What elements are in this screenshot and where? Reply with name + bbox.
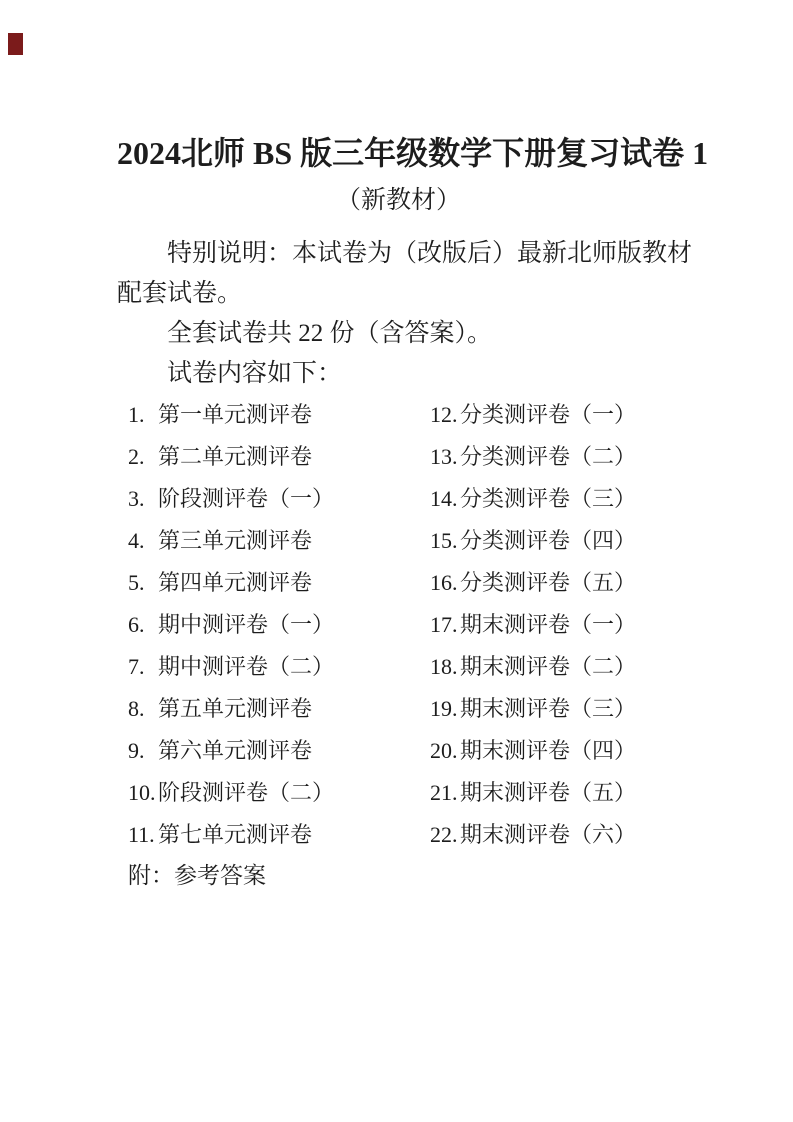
list-item <box>128 730 430 772</box>
item-number: 5. <box>128 570 145 595</box>
item-number: 10. <box>128 780 156 805</box>
intro-line: 特别说明：本试卷为（改版后）最新北师版教材 <box>167 240 693 267</box>
list-item <box>430 688 680 730</box>
page-subtitle: （新教材） <box>335 187 461 214</box>
item-number: 4. <box>128 528 145 553</box>
item-label: 第三单元测评卷 <box>158 528 313 553</box>
item-number: 2. <box>128 444 145 469</box>
item-number: 20. <box>430 738 458 763</box>
item-number: 8. <box>128 696 145 721</box>
item-number: 16. <box>430 570 458 595</box>
item-label: 阶段测评卷（一） <box>158 486 335 511</box>
item-number: 22. <box>430 822 458 847</box>
intro-line: 试卷内容如下： <box>167 360 343 387</box>
contents-list <box>128 394 680 856</box>
list-item <box>128 604 430 646</box>
item-label: 第五单元测评卷 <box>158 696 313 721</box>
item-label: 期末测评卷（五） <box>460 780 637 805</box>
intro-paragraphs <box>117 234 693 394</box>
item-label: 第四单元测评卷 <box>158 570 313 595</box>
item-label: 期末测评卷（二） <box>460 654 637 679</box>
item-label: 期末测评卷（六） <box>460 822 637 847</box>
item-number: 7. <box>128 654 145 679</box>
item-number: 17. <box>430 612 458 637</box>
appendix-note: 附：参考答案 <box>128 863 266 888</box>
list-item <box>430 478 680 520</box>
list-item <box>128 394 430 436</box>
list-item <box>430 520 680 562</box>
list-item <box>128 562 430 604</box>
list-item <box>430 646 680 688</box>
item-label: 第六单元测评卷 <box>158 738 313 763</box>
list-item <box>430 562 680 604</box>
item-number: 18. <box>430 654 458 679</box>
list-item <box>128 478 430 520</box>
item-number: 1. <box>128 402 145 427</box>
item-number: 14. <box>430 486 458 511</box>
list-item <box>430 394 680 436</box>
item-number: 11. <box>128 822 155 847</box>
contents-column-right <box>430 394 680 856</box>
list-item <box>430 436 680 478</box>
item-number: 15. <box>430 528 458 553</box>
list-item <box>128 646 430 688</box>
item-label: 阶段测评卷（二） <box>158 780 335 805</box>
item-label: 期中测评卷（一） <box>158 612 335 637</box>
item-label: 分类测评卷（四） <box>460 528 637 553</box>
item-label: 分类测评卷（一） <box>460 402 637 427</box>
item-label: 期末测评卷（四） <box>460 738 637 763</box>
item-number: 21. <box>430 780 458 805</box>
intro-line: 全套试卷共 22 份（含答案）。 <box>167 320 493 347</box>
item-label: 期末测评卷（一） <box>460 612 637 637</box>
list-item <box>430 604 680 646</box>
item-number: 6. <box>128 612 145 637</box>
document-page <box>117 0 709 896</box>
item-number: 9. <box>128 738 145 763</box>
list-item <box>128 772 430 814</box>
intro-line: 配套试卷。 <box>117 280 243 307</box>
item-label: 第一单元测评卷 <box>158 402 313 427</box>
corner-marker <box>8 33 23 55</box>
item-label: 分类测评卷（三） <box>460 486 637 511</box>
item-label: 期中测评卷（二） <box>158 654 335 679</box>
item-label: 期末测评卷（三） <box>460 696 637 721</box>
item-number: 3. <box>128 486 145 511</box>
item-label: 分类测评卷（二） <box>460 444 637 469</box>
contents-column-left <box>128 394 430 856</box>
item-number: 19. <box>430 696 458 721</box>
list-item <box>430 814 680 856</box>
item-number: 13. <box>430 444 458 469</box>
item-label: 分类测评卷（五） <box>460 570 637 595</box>
item-label: 第七单元测评卷 <box>158 822 313 847</box>
item-number: 12. <box>430 402 458 427</box>
item-label: 第二单元测评卷 <box>158 444 313 469</box>
list-item <box>128 688 430 730</box>
list-item <box>430 772 680 814</box>
page-title: 2024北师 BS 版三年级数学下册复习试卷 1 <box>117 135 709 171</box>
list-item <box>128 520 430 562</box>
list-item <box>128 814 430 856</box>
list-item <box>128 436 430 478</box>
list-item <box>430 730 680 772</box>
